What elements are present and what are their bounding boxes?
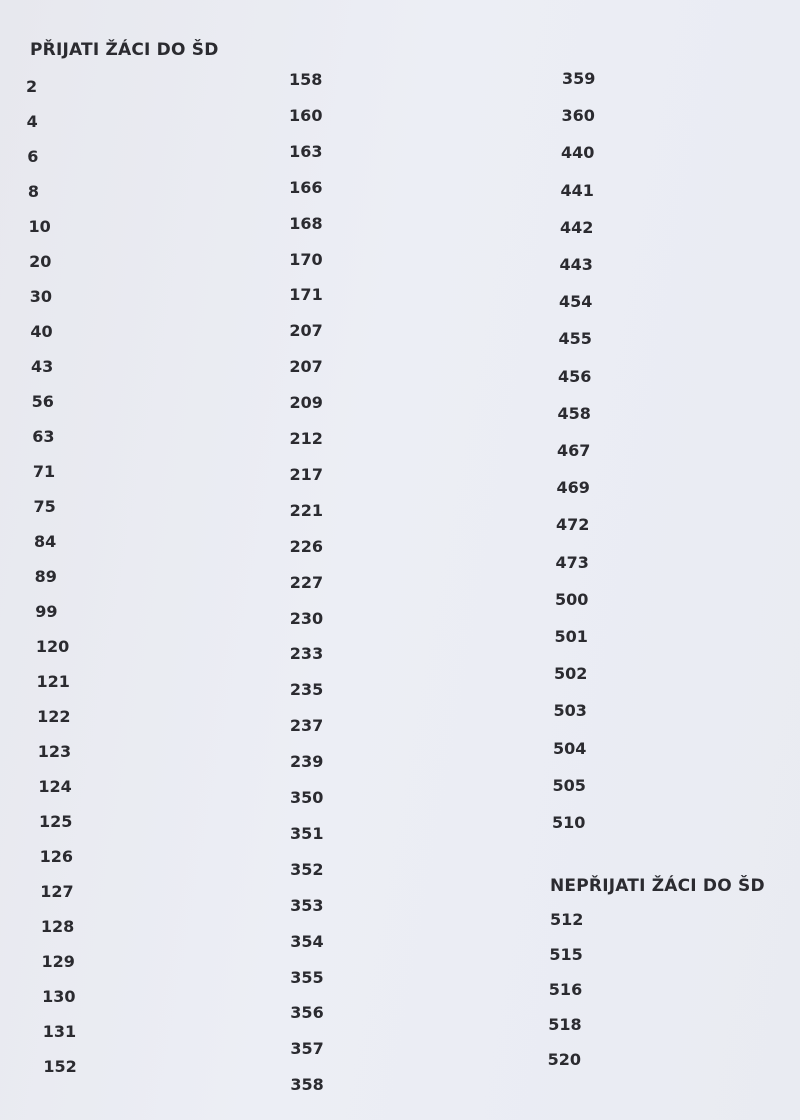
list-number: 120 (35, 637, 70, 656)
list-number: 130 (42, 987, 76, 1006)
list-number: 123 (37, 742, 72, 761)
list-number: 63 (32, 427, 55, 446)
list-number: 221 (289, 500, 323, 520)
list-number: 43 (30, 357, 54, 376)
list-number: 441 (560, 180, 594, 200)
list-number: 170 (289, 249, 323, 269)
list-number: 168 (289, 213, 323, 233)
list-number: 443 (559, 255, 593, 274)
list-number: 4 (26, 112, 38, 131)
list-number: 233 (289, 644, 324, 664)
list-number: 56 (31, 392, 54, 411)
list-number: 504 (553, 738, 587, 758)
list-number: 472 (556, 515, 590, 535)
list-number: 505 (552, 775, 586, 795)
list-number: 129 (41, 952, 75, 971)
list-number: 125 (39, 812, 73, 831)
list-number: 160 (289, 105, 323, 125)
list-number: 171 (289, 285, 323, 305)
list-number: 75 (33, 497, 56, 516)
list-number: 356 (290, 1003, 324, 1023)
list-number: 126 (39, 847, 74, 866)
list-number: 467 (557, 441, 591, 460)
list-number: 350 (290, 788, 324, 807)
list-number: 500 (555, 589, 589, 609)
list-number: 10 (28, 217, 51, 236)
list-number: 518 (548, 1015, 582, 1034)
list-number: 515 (549, 945, 583, 964)
list-number: 454 (559, 292, 593, 312)
list-number: 512 (550, 910, 584, 929)
list-number: 455 (558, 329, 592, 349)
list-number: 207 (289, 357, 323, 377)
list-number: 510 (552, 813, 586, 832)
list-number: 458 (557, 403, 591, 423)
list-number: 166 (289, 177, 323, 197)
list-number: 2 (26, 77, 38, 96)
list-number: 355 (290, 967, 324, 987)
list-number: 469 (556, 478, 590, 498)
list-number: 357 (290, 1039, 324, 1059)
list-number: 217 (289, 464, 323, 484)
list-number: 6 (27, 147, 39, 166)
list-number: 163 (289, 141, 323, 161)
list-number: 352 (290, 859, 324, 879)
accepted-heading: PŘIJATI ŽÁCI DO ŠD (30, 40, 219, 60)
list-number: 40 (30, 322, 53, 341)
list-number: 358 (290, 1075, 324, 1095)
list-number: 226 (289, 536, 324, 556)
list-number: 89 (34, 567, 57, 586)
list-number: 503 (553, 701, 587, 721)
list-number: 124 (38, 777, 72, 796)
list-number: 207 (289, 321, 323, 341)
list-number: 354 (290, 931, 324, 951)
list-number: 501 (554, 627, 588, 646)
list-number: 237 (289, 716, 324, 736)
list-number: 440 (561, 143, 595, 163)
list-number: 158 (289, 70, 323, 89)
list-number: 30 (29, 287, 52, 306)
list-number: 71 (32, 462, 56, 481)
list-number: 20 (29, 252, 52, 271)
list-number: 473 (555, 552, 589, 572)
list-number: 227 (289, 572, 324, 592)
rejected-heading: NEPŘIJATI ŽÁCI DO ŠD (550, 876, 765, 896)
list-number: 209 (289, 393, 323, 413)
list-number: 516 (548, 980, 583, 999)
list-number: 359 (562, 69, 596, 88)
list-number: 99 (35, 602, 58, 621)
list-number: 128 (40, 917, 75, 936)
list-number: 442 (560, 217, 594, 237)
list-number: 212 (289, 429, 323, 448)
list-number: 152 (43, 1057, 77, 1076)
list-number: 351 (290, 823, 324, 843)
list-number: 520 (547, 1050, 581, 1069)
list-number: 502 (554, 664, 588, 684)
list-number: 360 (561, 106, 595, 126)
list-number: 230 (289, 608, 324, 628)
list-number: 121 (36, 672, 70, 691)
list-number: 131 (42, 1022, 77, 1041)
list-number: 235 (289, 680, 324, 700)
list-number: 127 (40, 882, 74, 901)
list-number: 239 (289, 752, 324, 772)
list-number: 84 (34, 532, 57, 551)
list-number: 456 (558, 366, 592, 386)
list-number: 353 (290, 895, 324, 915)
list-number: 8 (27, 182, 39, 201)
list-number: 122 (37, 707, 71, 726)
